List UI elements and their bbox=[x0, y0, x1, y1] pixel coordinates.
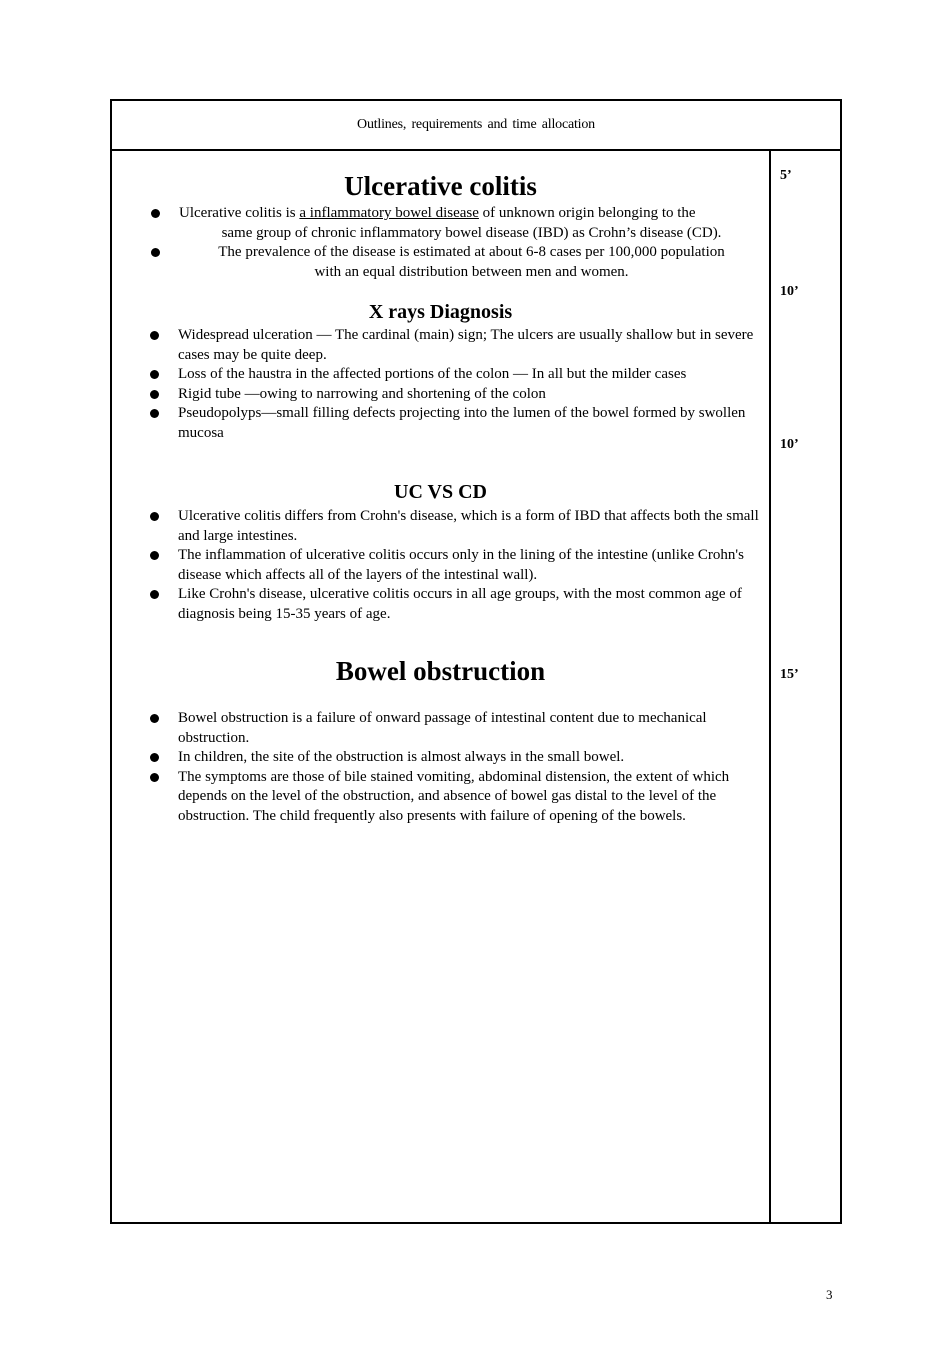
list-item bbox=[178, 385, 762, 405]
bullet-icon bbox=[150, 773, 159, 782]
time-allocation-2: 10’ bbox=[780, 284, 799, 299]
xray-item-2: Loss of the haustra in the affected portions of the colon — In all but the milder cases bbox=[178, 366, 687, 382]
bowel-item-1: Bowel obstruction is a failure of onward passage of intestinal content due to mechanical obstruction. bbox=[178, 710, 707, 746]
xray-item-1: Widespread ulceration — The cardinal (main) sign; The ulcers are usually shallow but in severe cases may be quite deep. bbox=[178, 327, 754, 363]
bullet-icon bbox=[150, 714, 159, 723]
uc-item-2-line-1: The prevalence of the disease is estimated at about 6-8 cases per 100,000 population bbox=[218, 244, 725, 260]
bullet-icon bbox=[150, 370, 159, 379]
xray-list bbox=[178, 326, 762, 443]
uc-item-1-text: Ulcerative colitis is bbox=[179, 205, 300, 221]
bullet-icon bbox=[150, 590, 159, 599]
ucvscd-item-1: Ulcerative colitis differs from Crohn's disease, which is a form of IBD that affects both the small and large intestines. bbox=[178, 508, 759, 544]
bullet-icon bbox=[150, 753, 159, 762]
time-allocation-1: 5’ bbox=[780, 168, 792, 183]
table-header bbox=[112, 101, 840, 151]
bullet-icon bbox=[150, 551, 159, 560]
uc-item-1-continuation: same group of chronic inflammatory bowel disease (IBD) as Crohn’s disease (CD). bbox=[221, 224, 722, 241]
bullet-icon bbox=[150, 331, 159, 340]
ucvscd-list bbox=[178, 507, 762, 624]
bullet-icon bbox=[150, 409, 159, 418]
list-item bbox=[178, 748, 762, 768]
bullet-icon bbox=[150, 512, 159, 521]
section-title-xray-diagnosis: X rays Diagnosis bbox=[368, 301, 513, 323]
list-item bbox=[178, 404, 762, 443]
xray-item-3: Rigid tube —owing to narrowing and shortening of the colon bbox=[178, 385, 546, 402]
ucvscd-item-3: Like Crohn's disease, ulcerative colitis occurs in all age groups, with the most common age of diagnosis being 15-35 years of age. bbox=[178, 586, 742, 622]
column-divider bbox=[769, 149, 771, 1222]
list-item bbox=[178, 546, 762, 585]
bowel-item-2: In children, the site of the obstruction is almost always in the small bowel. bbox=[178, 749, 625, 765]
bullet-icon bbox=[150, 390, 159, 399]
list-item bbox=[179, 243, 764, 282]
uc-list bbox=[179, 204, 764, 282]
time-allocation-3: 10’ bbox=[780, 437, 799, 452]
bowel-item-3: The symptoms are those of bile stained vomiting, abdominal distension, the extent of which depends on the level of the obstruction, and absence of bowel gas distal to the level of the obstruction. The child frequently also presents with failure of opening of the bowels. bbox=[178, 768, 730, 824]
list-item bbox=[178, 507, 762, 546]
list-item bbox=[179, 204, 764, 243]
time-allocation-4: 15’ bbox=[780, 667, 799, 682]
xray-item-4: Pseudopolyps—small filling defects projecting into the lumen of the bowel formed by swollen mucosa bbox=[178, 405, 746, 441]
section-title-uc-vs-cd: UC VS CD bbox=[394, 481, 487, 503]
bowel-list bbox=[178, 709, 762, 826]
section-title-ulcerative-colitis: Ulcerative colitis bbox=[344, 171, 537, 201]
bullet-icon bbox=[151, 248, 160, 257]
outline-table bbox=[110, 99, 842, 1224]
page-number: 3 bbox=[826, 1287, 833, 1302]
list-item bbox=[178, 585, 762, 624]
section-title-bowel-obstruction: Bowel obstruction bbox=[335, 656, 546, 686]
bullet-icon bbox=[151, 209, 160, 218]
uc-item-2-line-2: with an equal distribution between men and women. bbox=[314, 263, 629, 280]
list-item bbox=[178, 326, 762, 365]
list-item bbox=[178, 768, 762, 827]
ucvscd-item-2: The inflammation of ulcerative colitis occurs only in the lining of the intestine (unlike Crohn's disease which affects all of the layers of the intestinal wall). bbox=[178, 547, 744, 583]
header-text: Outlines, requirements and time allocation bbox=[357, 117, 595, 132]
uc-item-1-underlined: a inflammatory bowel disease bbox=[299, 205, 479, 221]
list-item bbox=[178, 365, 762, 385]
uc-item-1-text-end: of unknown origin belonging to the bbox=[478, 205, 696, 221]
list-item bbox=[178, 709, 762, 748]
